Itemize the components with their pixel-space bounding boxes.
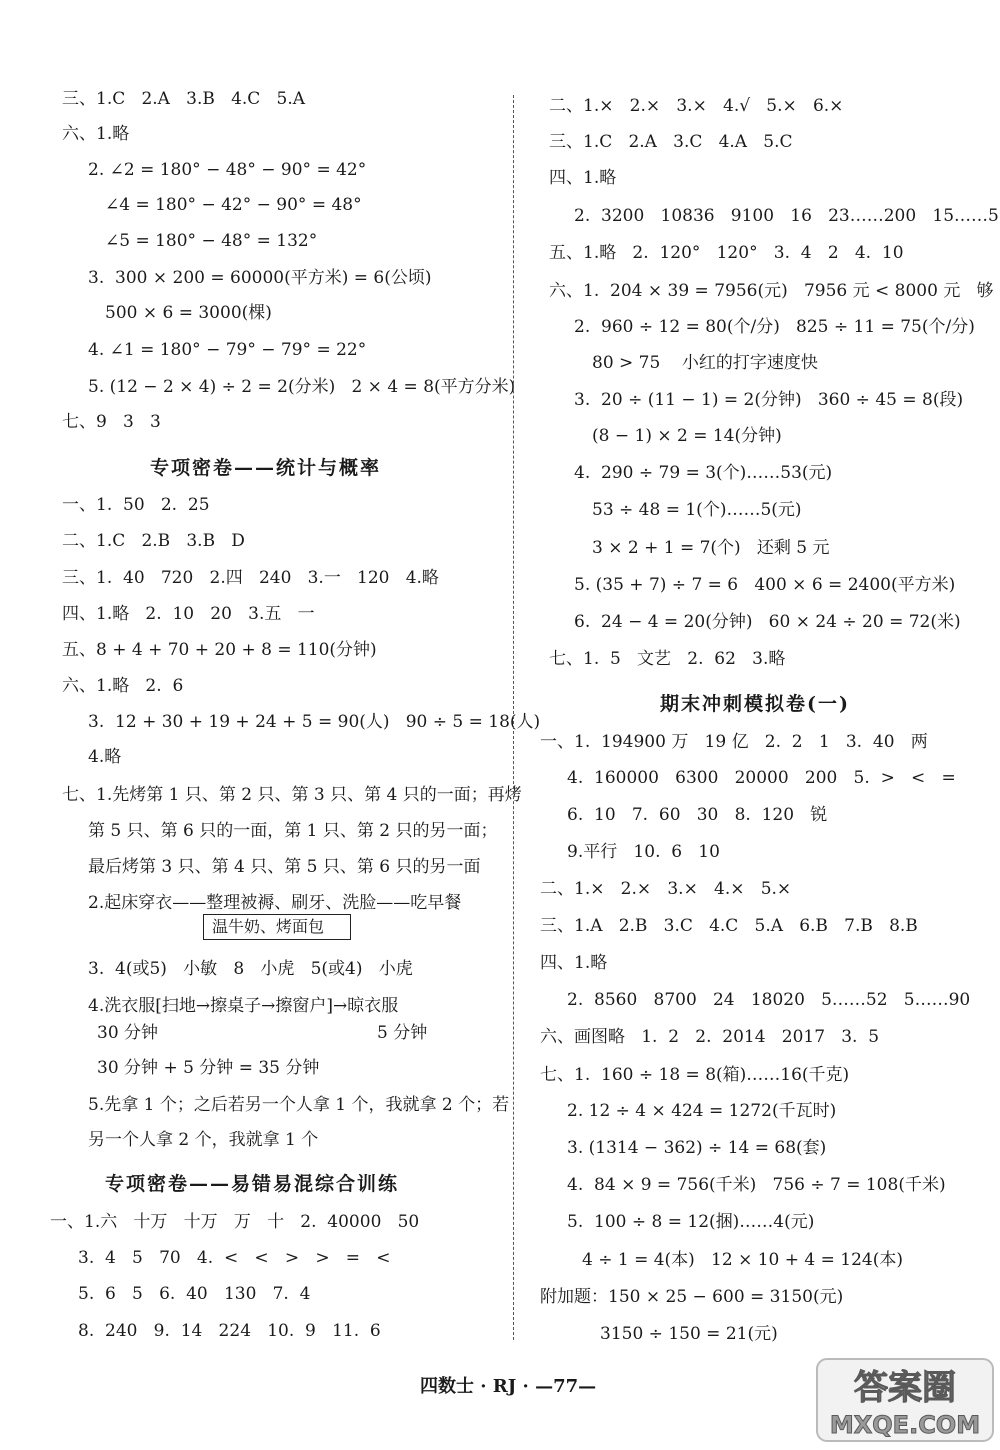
left-line-18: 4.略 bbox=[88, 747, 122, 767]
page-footer: 四数士 · RJ · —77— bbox=[420, 1376, 597, 1397]
boxed-parallel-task: 温牛奶、烤面包 bbox=[203, 914, 351, 940]
right-line-6: 六、1. 204 × 39 = 7956(元) 7956 元 < 8000 元 够 bbox=[549, 281, 994, 301]
watermark-logo bbox=[815, 1355, 995, 1445]
column-divider bbox=[513, 95, 514, 1340]
section-heading-mixed-training: 专项密卷——易错易混综合训练 bbox=[105, 1173, 400, 1195]
right-line-22: 三、1.A 2.B 3.C 4.C 5.A 6.B 7.B 8.B bbox=[540, 916, 918, 936]
left-line-22: 2.起床穿衣——整理被褥、刷牙、洗脸——吃早餐 bbox=[88, 893, 462, 913]
right-line-32: 附加题：150 × 25 − 600 = 3150(元) bbox=[540, 1287, 844, 1307]
right-line-29: 4. 84 × 9 = 756(千米) 756 ÷ 7 = 108(千米) bbox=[567, 1175, 946, 1195]
right-line-10: (8 − 1) × 2 = 14(分钟) bbox=[592, 426, 782, 446]
section-heading-final-mock: 期末冲刺模拟卷(一) bbox=[660, 693, 850, 715]
right-line-18: 4. 160000 6300 20000 200 5. > < = bbox=[567, 768, 956, 788]
right-line-23: 四、1.略 bbox=[540, 953, 608, 973]
right-line-2: 三、1.C 2.A 3.C 4.A 5.C bbox=[549, 132, 793, 152]
left-line-27: 30 分钟 + 5 分钟 = 35 分钟 bbox=[97, 1058, 320, 1078]
left-line-26: 5 分钟 bbox=[377, 1023, 428, 1043]
left-line-30: 一、1.六 十万 十万 万 十 2. 40000 50 bbox=[50, 1212, 420, 1232]
left-line-10: 七、9 3 3 bbox=[62, 412, 161, 432]
left-line-24: 4.洗衣服[扫地→擦桌子→擦窗户]→晾衣服 bbox=[88, 996, 399, 1016]
watermark-bottom-text: MXQE.COM bbox=[829, 1411, 981, 1439]
left-line-5: ∠5 = 180° − 48° = 132° bbox=[105, 231, 318, 251]
right-line-24: 2. 8560 8700 24 18020 5……52 5……90 bbox=[567, 990, 971, 1010]
right-line-30: 5. 100 ÷ 8 = 12(捆)……4(元) bbox=[567, 1212, 815, 1232]
watermark-top-text: 答案圈 bbox=[854, 1368, 956, 1408]
right-line-19: 6. 10 7. 60 30 8. 120 锐 bbox=[567, 805, 828, 825]
left-line-23: 3. 4(或5) 小敏 8 小虎 5(或4) 小虎 bbox=[88, 959, 413, 979]
right-line-15: 6. 24 − 4 = 20(分钟) 60 × 24 ÷ 20 = 72(米) bbox=[574, 612, 961, 632]
left-line-29: 另一个人拿 2 个，我就拿 1 个 bbox=[88, 1130, 319, 1150]
left-line-15: 五、8 + 4 + 70 + 20 + 8 = 110(分钟) bbox=[62, 640, 377, 660]
left-line-9: 5. (12 − 2 × 4) ÷ 2 = 2(分米) 2 × 4 = 8(平方分米) bbox=[88, 377, 516, 397]
left-line-16: 六、1.略 2. 6 bbox=[62, 676, 184, 696]
right-line-13: 3 × 2 + 1 = 7(个) 还剩 5 元 bbox=[592, 538, 830, 558]
left-line-20: 第 5 只、第 6 只的一面，第 1 只、第 2 只的另一面； bbox=[88, 821, 498, 841]
left-line-4: ∠4 = 180° − 42° − 90° = 48° bbox=[105, 195, 362, 215]
left-line-21: 最后烤第 3 只、第 4 只、第 5 只、第 6 只的另一面 bbox=[88, 857, 481, 877]
left-line-31: 3. 4 5 70 4. < < > > = < bbox=[78, 1248, 391, 1268]
left-line-11: 一、1. 50 2. 25 bbox=[62, 495, 210, 515]
right-line-27: 2. 12 ÷ 4 × 424 = 1272(千瓦时) bbox=[567, 1101, 837, 1121]
right-line-1: 二、1.× 2.× 3.× 4.√ 5.× 6.× bbox=[549, 96, 844, 116]
left-line-13: 三、1. 40 720 2.四 240 3.一 120 4.略 bbox=[62, 568, 439, 588]
left-line-6: 3. 300 × 200 = 60000(平方米) = 6(公顷) bbox=[88, 268, 432, 288]
left-line-2: 六、1.略 bbox=[62, 124, 130, 144]
watermark-graphic bbox=[815, 1355, 995, 1445]
left-line-28: 5.先拿 1 个；之后若另一个人拿 1 个，我就拿 2 个；若 bbox=[88, 1095, 510, 1115]
right-line-33: 3150 ÷ 150 = 21(元) bbox=[600, 1324, 778, 1344]
right-line-11: 4. 290 ÷ 79 = 3(个)……53(元) bbox=[574, 463, 833, 483]
left-line-7: 500 × 6 = 3000(棵) bbox=[105, 303, 272, 323]
right-line-25: 六、画图略 1. 2 2. 2014 2017 3. 5 bbox=[540, 1027, 880, 1047]
right-line-14: 5. (35 + 7) ÷ 7 = 6 400 × 6 = 2400(平方米) bbox=[574, 575, 956, 595]
right-line-16: 七、1. 5 文艺 2. 62 3.略 bbox=[549, 649, 786, 669]
left-line-8: 4. ∠1 = 180° − 79° − 79° = 22° bbox=[88, 340, 367, 360]
right-line-5: 五、1.略 2. 120° 120° 3. 4 2 4. 10 bbox=[549, 243, 904, 263]
right-line-21: 二、1.× 2.× 3.× 4.× 5.× bbox=[540, 879, 792, 899]
right-line-28: 3. (1314 − 362) ÷ 14 = 68(套) bbox=[567, 1138, 827, 1158]
right-line-9: 3. 20 ÷ (11 − 1) = 2(分钟) 360 ÷ 45 = 8(段) bbox=[574, 390, 964, 410]
left-line-1: 三、1.C 2.A 3.B 4.C 5.A bbox=[62, 89, 306, 109]
left-line-25: 30 分钟 bbox=[97, 1023, 159, 1043]
left-line-19: 七、1.先烤第 1 只、第 2 只、第 3 只、第 4 只的一面；再烤 bbox=[62, 785, 522, 805]
right-line-4: 2. 3200 10836 9100 16 23……200 15……5 bbox=[574, 206, 999, 226]
left-line-14: 四、1.略 2. 10 20 3.五 一 bbox=[62, 604, 315, 624]
right-line-31: 4 ÷ 1 = 4(本) 12 × 10 + 4 = 124(本) bbox=[582, 1250, 903, 1270]
right-line-26: 七、1. 160 ÷ 18 = 8(箱)……16(千克) bbox=[540, 1065, 850, 1085]
right-line-20: 9.平行 10. 6 10 bbox=[567, 842, 720, 862]
left-line-12: 二、1.C 2.B 3.B D bbox=[62, 531, 245, 551]
left-line-17: 3. 12 + 30 + 19 + 24 + 5 = 90(人) 90 ÷ 5 = 18(人) bbox=[88, 712, 541, 732]
right-line-8: 80 > 75 小红的打字速度快 bbox=[592, 353, 818, 373]
right-line-7: 2. 960 ÷ 12 = 80(个/分) 825 ÷ 11 = 75(个/分) bbox=[574, 317, 975, 337]
left-line-33: 8. 240 9. 14 224 10. 9 11. 6 bbox=[78, 1321, 381, 1341]
section-heading-statistics: 专项密卷——统计与概率 bbox=[150, 457, 382, 479]
right-line-3: 四、1.略 bbox=[549, 168, 617, 188]
right-line-12: 53 ÷ 48 = 1(个)……5(元) bbox=[592, 500, 802, 520]
left-line-3: 2. ∠2 = 180° − 48° − 90° = 42° bbox=[88, 160, 367, 180]
left-line-32: 5. 6 5 6. 40 130 7. 4 bbox=[78, 1284, 311, 1304]
right-line-17: 一、1. 194900 万 19 亿 2. 2 1 3. 40 两 bbox=[540, 732, 928, 752]
